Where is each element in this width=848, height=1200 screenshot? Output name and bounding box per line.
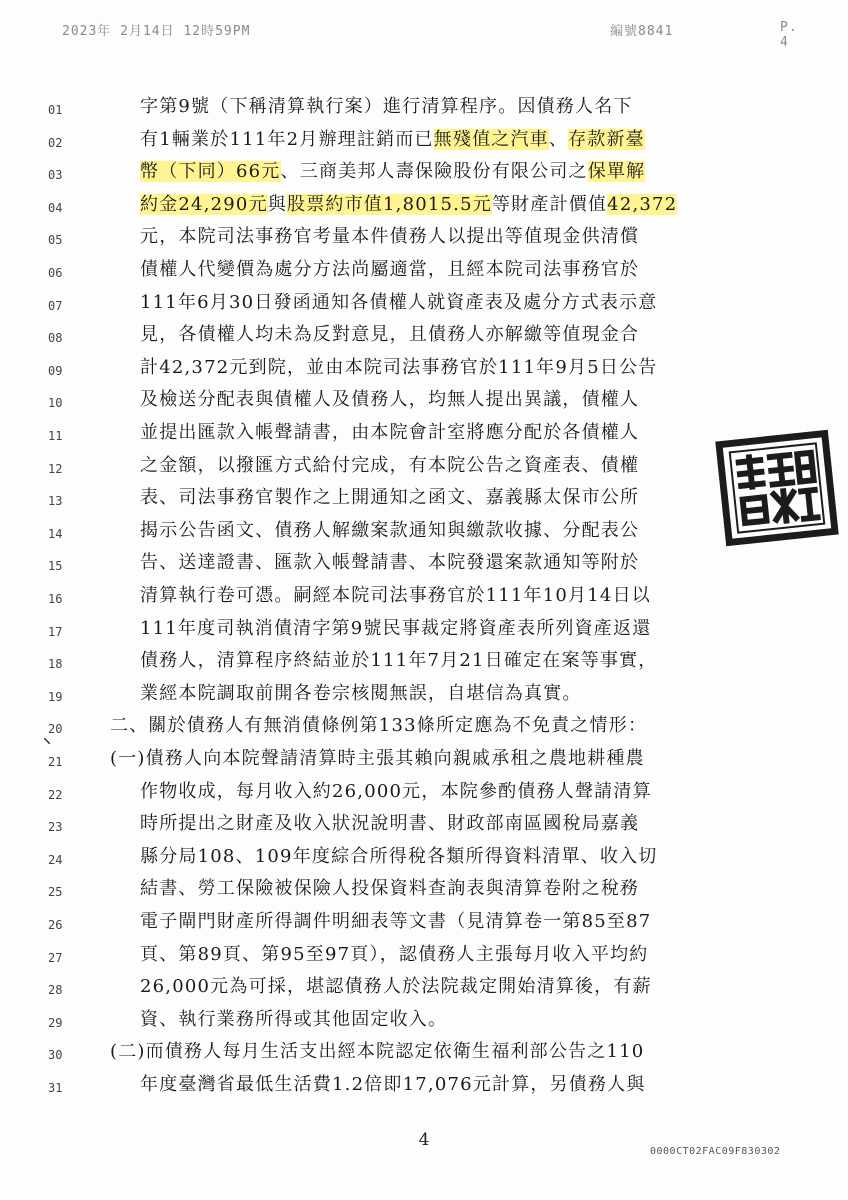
line-number: 17 [48,624,63,639]
line-number: 26 [48,918,63,932]
seal-icon [712,426,841,550]
text-line [140,779,652,805]
page-number: 4 [418,1130,430,1150]
text-line [140,257,639,283]
line-number: 23 [48,820,63,835]
text-segment: 年度臺灣省最低生活費1.2倍即17,076元計算，另債務人與 [140,1074,646,1095]
highlighted-text: 存款新臺 [568,128,645,150]
line-number: 09 [48,363,63,378]
line-number: 04 [48,200,63,215]
text-segment: 揭示公告函文、債務人解繳案款通知與繳款收據、分配表公 [140,519,640,541]
text-line [140,909,651,935]
text-line [140,1007,447,1033]
text-line [140,192,677,218]
line-number: 08 [48,331,63,346]
line-number: 31 [48,1081,63,1095]
text-line [140,681,582,707]
text-segment: 等財產計價值 [491,193,608,215]
text-segment: 計42,372元到院，並由本院司法事務官於111年9月5日公告 [140,356,658,378]
fax-timestamp: 2023年 2月14日 12時59PM [62,24,251,39]
line-number: 24 [48,852,63,867]
highlighted-text: 42,372 [607,193,678,215]
highlighted-text: 幣（下同）66元 [140,161,281,183]
text-segment: (一)債務人向本院聲請清算時主張其賴向親戚承租之農地耕種農 [110,748,645,769]
text-segment: (二)而債務人每月生活支出經本院認定依衛生福利部公告之110 [110,1041,645,1063]
text-line [140,290,658,316]
text-line [140,322,639,348]
line-number: 02 [48,135,63,150]
text-line [140,224,639,250]
fax-page-number: P. 4 [780,20,798,50]
text-line [140,94,633,120]
text-line [140,355,657,381]
highlighted-text: 保單解 [587,161,646,183]
line-number: 15 [48,559,63,574]
text-segment: 字第9號（下稱清算執行案）進行清算程序。因債務人名下 [140,96,633,117]
text-segment: 元，本院司法事務官考量本件債務人以提出等值現金供清償 [140,226,640,248]
line-number: 07 [48,298,63,313]
text-segment: 26,000元為可採，堪認債務人於法院裁定開始清算後，有薪 [140,976,652,998]
line-number: 18 [48,657,63,672]
text-segment: 告、送達證書、匯款入帳聲請書、本院發還案款通知等附於 [140,552,640,574]
line-number: 05 [48,233,63,248]
text-segment: 業經本院調取前開各卷宗核閱無誤，自堪信為真實。 [140,682,582,704]
text-line [140,159,645,185]
line-number: 14 [48,526,63,541]
text-segment: 見，各債權人均未為反對意見，且債務人亦解繳等值現金合 [140,324,640,346]
line-number: 01 [48,103,63,117]
line-number: 29 [48,1015,63,1030]
text-segment: 資、執行業務所得或其他固定收入。 [140,1008,448,1030]
line-number: 11 [48,429,63,443]
highlighted-text: 股票約市值1,8015.5元 [287,193,492,215]
line-number: 10 [48,396,63,411]
text-segment: 、三商美邦人壽保險股份有限公司之 [280,161,588,183]
text-segment: 清算執行卷可憑。嗣經本院司法事務官於111年10月14日以 [140,585,651,606]
text-line [140,550,639,576]
text-segment: 債務人，清算程序終結並於111年7月21日確定在案等事實， [140,650,658,672]
text-line [140,811,639,837]
text-segment: 表、司法事務官製作之上開通知之函文、嘉義縣太保市公所 [140,487,640,509]
text-segment: 有1輛業於111年2月辦理註銷而已 [140,128,434,150]
text-line [110,713,647,739]
text-segment: 結書、勞工保險被保險人投保資料查詢表與清算卷附之稅務 [140,878,640,900]
text-segment: 111年6月30日發函通知各債權人就資產表及處分方式表示意 [140,291,658,313]
fax-header [62,20,808,50]
margin-mark-icon [44,738,50,744]
text-segment: 時所提出之財產及收入狀況說明書、財政部南區國稅局嘉義 [140,813,640,835]
line-number: 30 [48,1048,63,1063]
text-line [140,420,639,446]
text-line [110,1039,644,1065]
text-segment: 債權人代變價為處分方法尚屬適當，且經本院司法事務官於 [140,259,640,280]
text-line [140,518,639,544]
text-segment: 作物收成，每月收入約26,000元，本院參酌債務人聲請清算 [140,780,652,802]
line-number: 16 [48,592,63,606]
line-number: 19 [48,689,63,704]
text-segment: 與 [267,193,287,215]
text-segment: 縣分局108、109年度綜合所得稅各類所得資料清單、收入切 [140,845,658,867]
line-number: 21 [48,755,63,769]
line-number: 03 [48,168,63,183]
text-line [140,844,658,870]
text-segment: 頁、第89頁、第95至97頁），認債務人主張每月收入平均約 [140,943,649,965]
text-segment: 111年度司執消債清字第9號民事裁定將資產表所列資產返還 [140,617,652,639]
court-seal-stamp [712,426,841,550]
text-line [140,974,652,1000]
line-number: 20 [48,722,63,737]
highlighted-text: 無殘值之汽車 [433,128,549,150]
line-number: 27 [48,950,63,965]
text-line [140,616,651,642]
text-line [140,876,639,902]
document-code: 0000CT02FAC09F830302 [650,1146,781,1157]
line-number: 06 [48,266,63,280]
line-number: 28 [48,983,63,998]
text-segment: 電子閘門財產所得調件明細表等文書（見清算卷一第85至87 [140,911,652,932]
text-segment: 二、關於債務人有無消債條例第133條所定應為不免責之情形： [110,715,648,737]
text-line [140,387,639,413]
text-line [140,583,651,609]
line-number: 13 [48,494,63,509]
text-line [140,942,649,968]
text-line [140,648,658,674]
text-line [110,746,645,772]
text-line [140,485,639,511]
text-segment: 及檢送分配表與債權人及債務人，均無人提出異議，債權人 [140,389,640,411]
highlighted-text: 約金24,290元 [140,193,268,215]
text-segment: 、 [548,128,569,150]
line-number: 22 [48,787,63,802]
text-line [140,1072,646,1098]
text-segment: 之金額，以撥匯方式給付完成，有本院公告之資產表、債權 [140,454,640,476]
line-number: 25 [48,885,63,900]
text-line [140,453,639,479]
text-segment: 並提出匯款入帳聲請書，由本院會計室將應分配於各債權人 [140,422,640,443]
text-line [140,127,645,153]
line-number: 12 [48,461,63,476]
fax-receiver-number: 編號8841 [610,24,674,39]
